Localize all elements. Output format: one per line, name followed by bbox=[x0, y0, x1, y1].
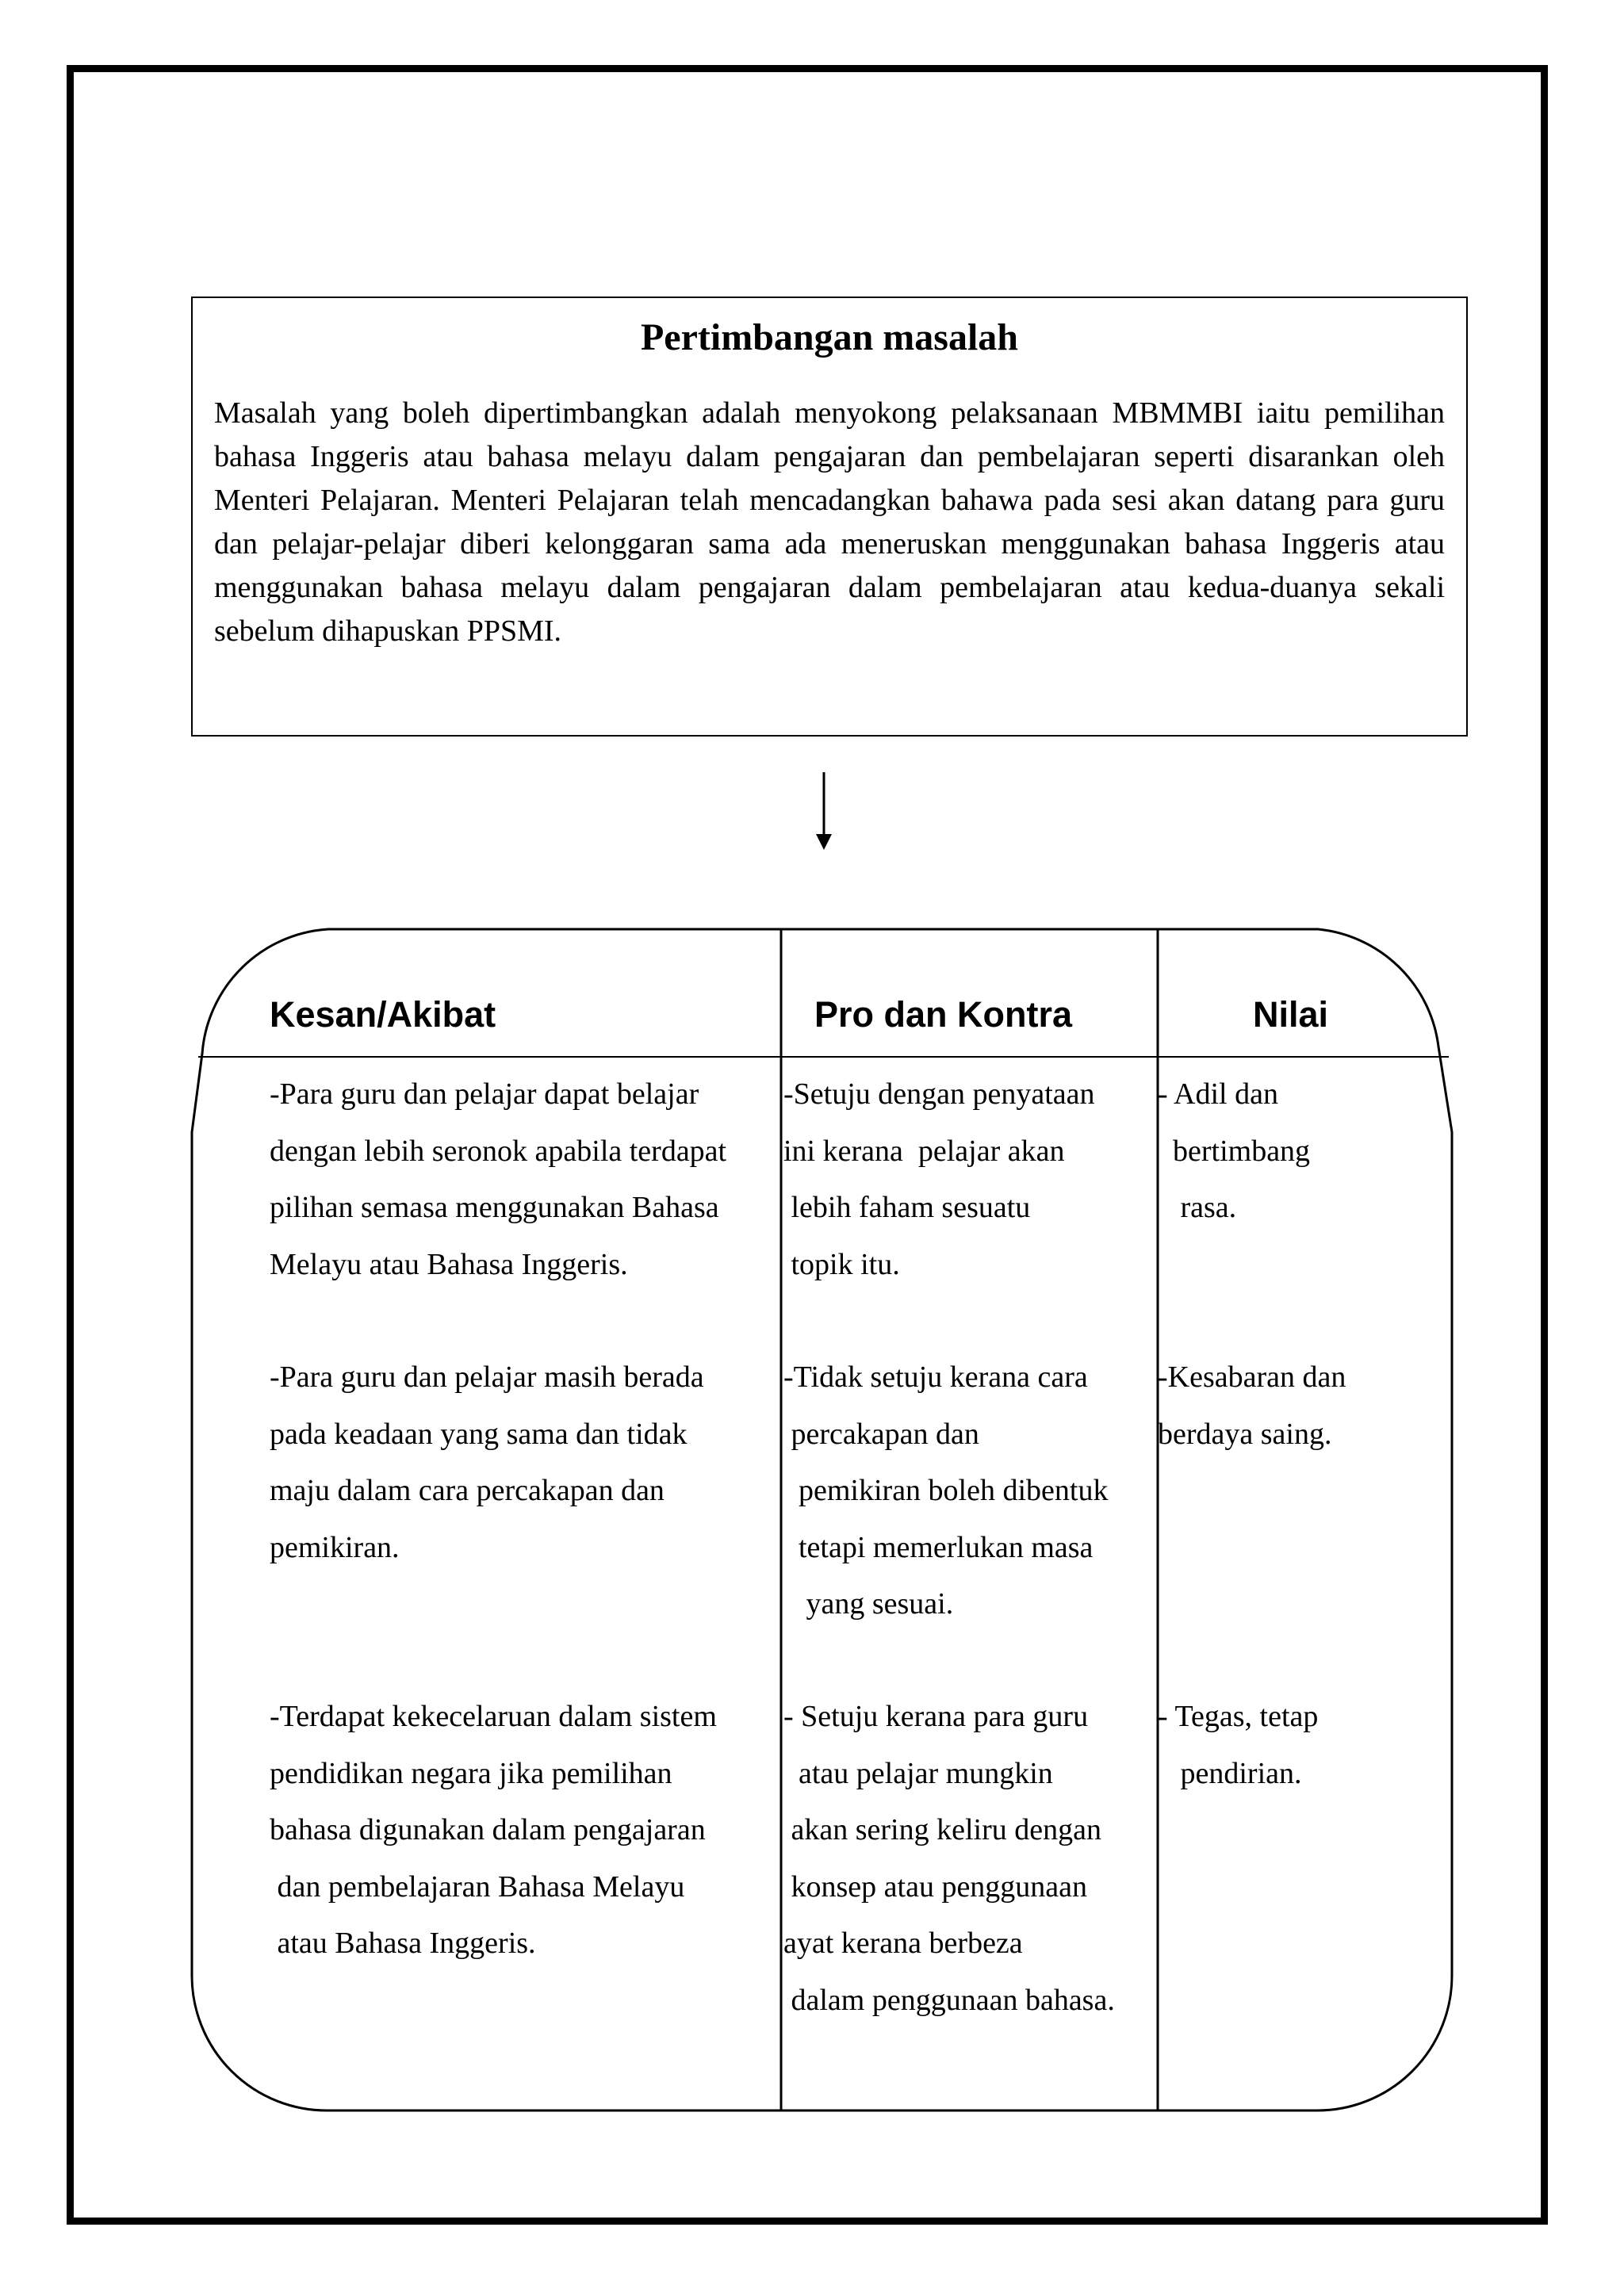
row3-pros-cons: - Setuju kerana para guru atau pelajar mungkin akan sering keliru dengan konsep atau penggunaan ayat kerana berbeza dalam penggunaan bahasa. bbox=[783, 1700, 1115, 2017]
row1-pros-cons: -Setuju dengan penyataan ini kerana pelajar akan lebih faham sesuatu topik itu. bbox=[783, 1077, 1095, 1281]
consideration-text: Masalah yang boleh dipertimbangkan adalah menyokong pelaksanaan MBMMBI iaitu pemilihan bahasa Inggeris atau bahasa melayu dalam pengajaran dan pembelajaran seperti disarankan oleh Menteri Pelajaran. Menteri Pelajaran telah mencadangkan bahawa pada sesi akan datang para guru dan pelajar-pelajar diberi kelonggaran sama ada meneruskan menggunakan bahasa Inggeris atau menggunakan bahasa melayu dalam pengajaran dalam pembelajaran atau kedua-duanya sekali sebelum dihapuskan PPSMI. bbox=[214, 396, 1445, 648]
header-value: Nilai bbox=[1253, 994, 1329, 1035]
row2-pros-cons: -Tidak setuju kerana cara percakapan dan pemikiran boleh dibentuk tetapi memerlukan masa yang sesuai. bbox=[783, 1360, 1109, 1621]
consideration-title: Pertimbangan masalah bbox=[640, 316, 1018, 358]
row3-effect: -Terdapat kekecelaruan dalam sistem pendidikan negara jika pemilihan bahasa digunakan dalam pengajaran dan pembelajaran Bahasa Melayu atau Bahasa Inggeris. bbox=[270, 1700, 717, 1960]
row2-effect: -Para guru dan pelajar masih berada pada keadaan yang sama dan tidak maju dalam cara percakapan dan pemikiran. bbox=[270, 1360, 704, 1564]
header-pros-cons: Pro dan Kontra bbox=[814, 994, 1073, 1035]
row1-effect: -Para guru dan pelajar dapat belajar dengan lebih seronok apabila terdapat pilihan semasa menggunakan Bahasa Melayu atau Bahasa Inggeris. bbox=[270, 1077, 727, 1281]
row3-value: - Tegas, tetap pendirian. bbox=[1158, 1700, 1319, 1790]
row2-value: -Kesabaran dan berdaya saing. bbox=[1158, 1360, 1346, 1451]
row1-value: - Adil dan bertimbang rasa. bbox=[1158, 1077, 1311, 1224]
header-effect: Kesan/Akibat bbox=[270, 994, 496, 1035]
